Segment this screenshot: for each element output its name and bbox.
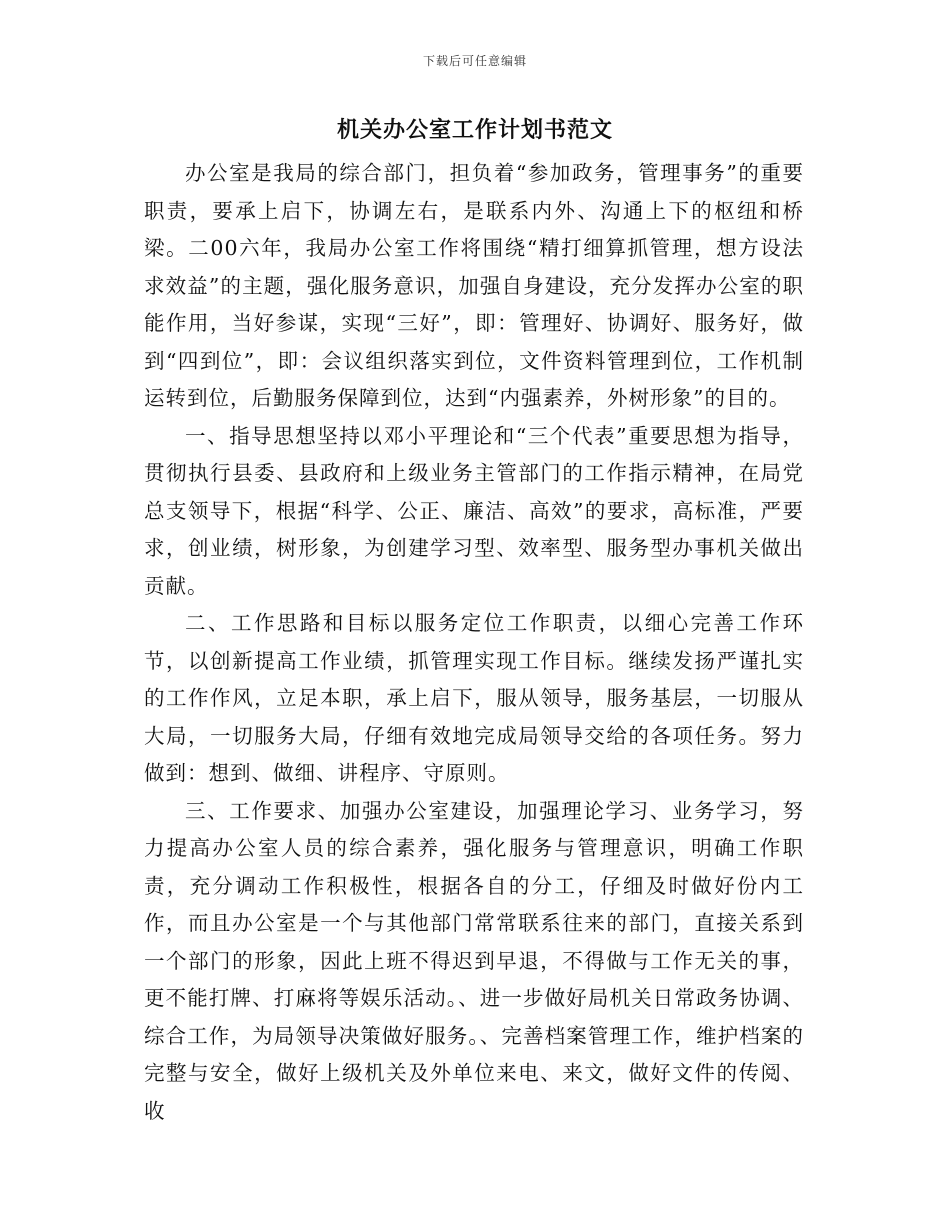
document-title: 机关办公室工作计划书范文: [336, 117, 613, 143]
document-body: [144, 155, 804, 1130]
paragraph-work-requirements: 三、工作要求、加强办公室建设，加强理论学习、业务学习，努力提高办公室人员的综合素养，强化服务与管理意识，明确工作职责，充分调动工作积极性，根据各自的分工，仔细及时做好份内工作，而且办公室是一个与其他部门常常联系往来的部门，直接关系到一个部门的形象，因此上班不得迟到早退，不得做与工作无关的事，更不能打牌、打麻将等娱乐活动。、进一步做好局机关日常政务协调、综合工作，为局领导决策做好服务。、完善档案管理工作，维护档案的完整与安全，做好上级机关及外单位来电、来文，做好文件的传阅、收: [144, 798, 804, 1123]
paragraph-work-goals: 二、工作思路和目标以服务定位工作职责，以细心完善工作环节，以创新提高工作业绩，抓管理实现工作目标。继续发扬严谨扎实的工作作风，立足本职，承上启下，服从领导，服务基层，一切服从大局，一切服务大局，仔细有效地完成局领导交给的各项任务。努力做到：想到、做细、讲程序、守原则。: [144, 611, 804, 785]
paragraph-intro: 办公室是我局的综合部门，担负着“参加政务，管理事务”的重要职责，要承上启下，协调左右，是联系内外、沟通上下的枢纽和桥梁。二00六年，我局办公室工作将围绕“精打细算抓管理，想方设法求效益”的主题，强化服务意识，加强自身建设，充分发挥办公室的职能作用，当好参谋，实现“三好”，即：管理好、协调好、服务好，做到“四到位”，即：会议组织落实到位，文件资料管理到位，工作机制运转到位，后勤服务保障到位，达到“内强素养，外树形象”的目的。: [144, 161, 804, 410]
paragraph-guiding-ideology: 一、指导思想坚持以邓小平理论和“三个代表”重要思想为指导，贯彻执行县委、县政府和上级业务主管部门的工作指示精神，在局党总支领导下，根据“科学、公正、廉洁、高效”的要求，高标准，严要求，创业绩，树形象，为创建学习型、效率型、服务型办事机关做出贡献。: [144, 423, 804, 598]
page-header-note: 下载后可任意编辑: [422, 54, 527, 68]
